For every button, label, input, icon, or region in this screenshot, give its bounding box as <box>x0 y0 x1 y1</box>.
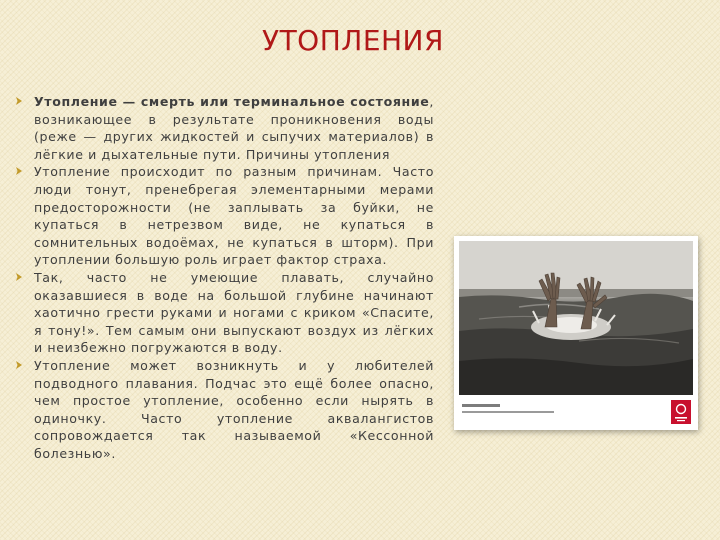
bullet-text: Утопление происходит по разным причинам. Часто люди тонут, пренебрегая элементарными мерами предосторожности (не заплывать за буйки, не купаться в нетрезвом виде, не купаться в сомнительных водоёмах, не купаться в шторм). При утоплении большую роль играет фактор страха. <box>34 164 434 268</box>
drowning-hands-illustration <box>459 241 693 395</box>
bullet-arrow-icon <box>16 167 22 175</box>
bullet-text: , возникающее в результате проникновения воды (реже — других жидкостей и сыпучих материалов) в лёгкие и дыхательные пути. Причины утопления <box>34 94 434 162</box>
bullet-text: Утопление может возникнуть и у любителей подводного плавания. Подчас это ещё более опасно, чем простое утопление, особенно если нырять в одиночку. Часто утопление аквалангистов сопровождается так называемой «Кессонной болезнью». <box>34 357 434 461</box>
slide-title: УТОПЛЕНИЯ <box>262 24 444 57</box>
bullet-item <box>16 269 434 357</box>
publisher-logo <box>671 400 691 424</box>
caption-placeholder-line <box>462 404 500 407</box>
photo-card <box>454 236 698 430</box>
drowning-hands-photo <box>459 241 693 395</box>
bullet-bold-lead: Утопление — смерть или терминальное состояние <box>34 94 430 109</box>
bullet-arrow-icon <box>16 273 22 281</box>
bullet-text: Так, часто не умеющие плавать, случайно оказавшиеся в воде на большой глубине начинают хаотично грести руками и ногами с криком «Спасите, я тону!». Тем самым они выпускают воздух из лёгких и неизбежно погружаются в воду. <box>34 269 434 356</box>
bullet-arrow-icon <box>16 97 22 105</box>
bullet-item <box>16 163 434 269</box>
bullet-item <box>16 357 434 463</box>
caption-placeholder-line <box>462 411 554 413</box>
bullet-item <box>16 93 434 163</box>
bullet-list <box>16 93 434 462</box>
bullet-arrow-icon <box>16 361 22 369</box>
